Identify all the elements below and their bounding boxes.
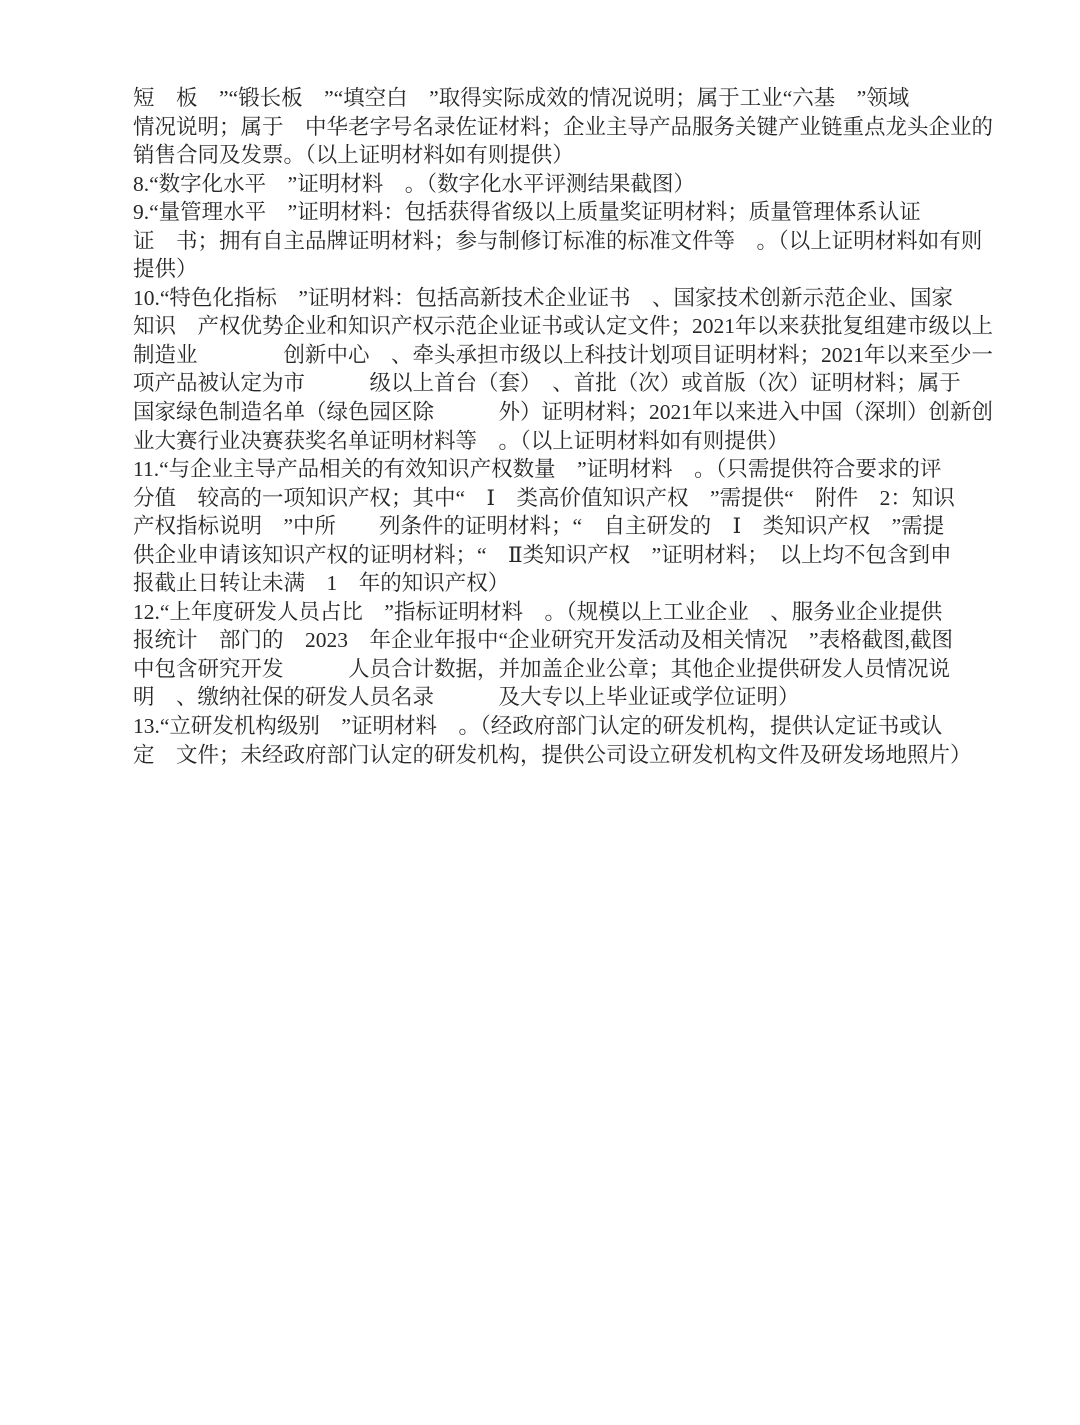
text-line: 供企业申请该知识产权的证明材料；“ Ⅱ类知识产权 ”证明材料； 以上均不包含到申 (133, 542, 952, 567)
text-line: 业大赛行业决赛获奖名单证明材料等 。（以上证明材料如有则提供） (133, 428, 789, 453)
text-line: 短 板 ”“锻长板 ”“填空白 ”取得实际成效的情况说明；属于工业“六基 ”领域 (133, 86, 910, 110)
text-line: 10.“特色化指标 ”证明材料：包括高新技术企业证书 、国家技术创新示范企业、国家 (133, 285, 953, 310)
text-line: 11.“与企业主导产品相关的有效知识产权数量 ”证明材料 。（只需提供符合要求的评 (133, 457, 942, 482)
text-line: 报统计 部门的 2023 年企业年报中“企业研究开发活动及相关情况 ”表格截图,截图 (133, 628, 953, 653)
text-line: 证 书；拥有自主品牌证明材料；参与制修订标准的标准文件等 。（以上证明材料如有则 (133, 228, 983, 253)
text-line: 项产品被认定为市 级以上首台（套） 、首批（次）或首版（次）证明材料；属于 (133, 371, 961, 396)
text-line: 知识 产权优势企业和知识产权示范企业证书或认定文件；2021年以来获批复组建市级以上 (133, 314, 994, 339)
text-line: 提供） (133, 257, 198, 282)
text-line: 销售合同及发票。（以上证明材料如有则提供） (133, 143, 574, 168)
text-line: 分值 较高的一项知识产权；其中“ Ⅰ 类高价值知识产权 ”需提供“ 附件 2：知识 (133, 485, 955, 510)
text-line: 报截止日转让未满 1 年的知识产权） (133, 571, 510, 596)
text-line: 中包含研究开发 人员合计数据，并加盖企业公章；其他企业提供研发人员情况说 (133, 656, 951, 681)
document-text-block (133, 84, 1001, 769)
text-line: 12.“上年度研发人员占比 ”指标证明材料 。（规模以上工业企业 、服务业企业提供 (133, 599, 943, 624)
text-line: 产权指标说明 ”中所 列条件的证明材料；“ 自主研发的 Ⅰ 类知识产权 ”需提 (133, 514, 945, 539)
text-line: 情况说明；属于 中华老字号名录佐证材料；企业主导产品服务关键产业链重点龙头企业的 (133, 114, 994, 139)
text-line: 国家绿色制造名单（绿色园区除 外）证明材料；2021年以来进入中国（深圳）创新创 (133, 400, 994, 425)
text-line: 定 文件；未经政府部门认定的研发机构，提供公司设立研发机构文件及研发场地照片） (133, 742, 972, 767)
text-line: 9.“量管理水平 ”证明材料：包括获得省级以上质量奖证明材料；质量管理体系认证 (133, 200, 921, 225)
text-line: 8.“数字化水平 ”证明材料 。（数字化水平评测结果截图） (133, 171, 695, 196)
text-line: 13.“立研发机构级别 ”证明材料 。（经政府部门认定的研发机构，提供认定证书或认 (133, 714, 943, 739)
text-line: 制造业 创新中心 、牵头承担市级以上科技计划项目证明材料；2021年以来至少一 (133, 342, 994, 367)
text-line: 明 、缴纳社保的研发人员名录 及大专以上毕业证或学位证明） (133, 685, 800, 710)
